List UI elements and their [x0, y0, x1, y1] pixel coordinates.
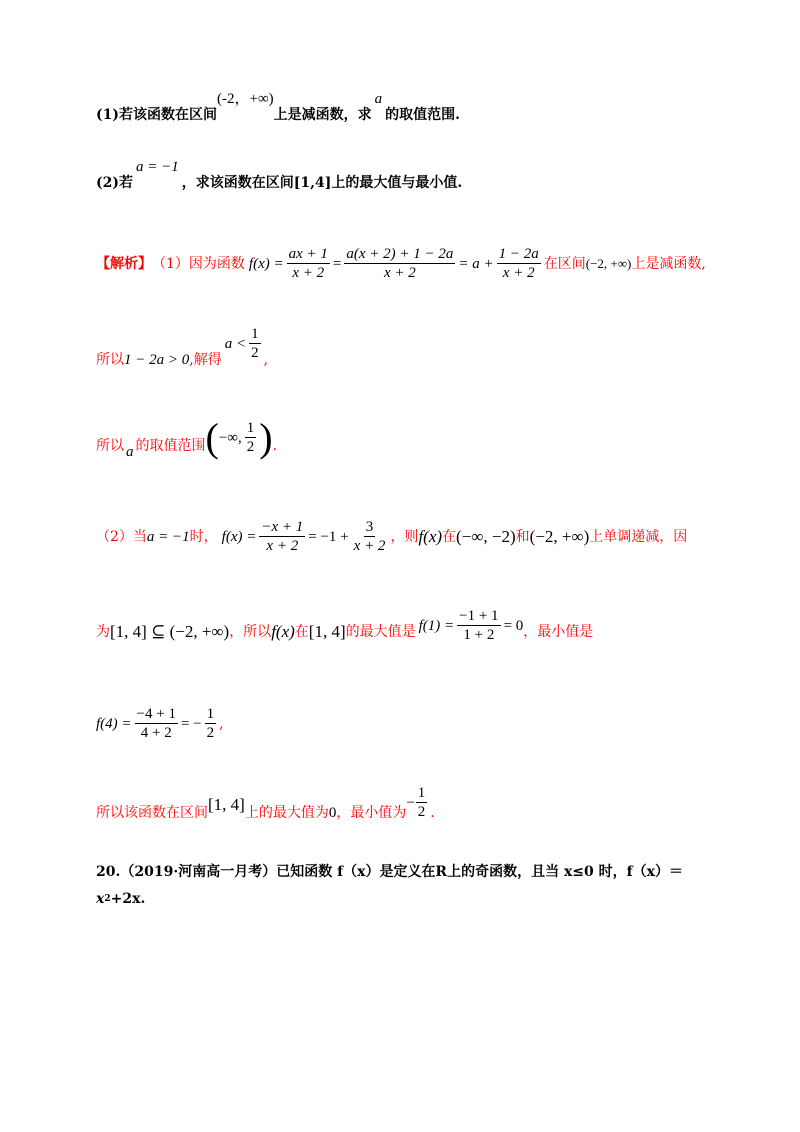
question-2 — [96, 159, 463, 193]
p2-frac2-num: 3 — [365, 519, 374, 535]
p2-frac1-den: x + 2 — [266, 538, 299, 554]
p2-intro: （2）当 — [96, 528, 147, 545]
l3-frac-num: 1 — [246, 420, 255, 436]
p2-f: f(x) = — [221, 528, 257, 545]
solution-line-6 — [96, 705, 224, 742]
q1-suffix: 的取值范围. — [385, 107, 461, 123]
q20-line1: 20.（2019·河南高一月考）已知函数 f（x）是定义在R上的奇函数，且当 x≤0 时，f（x）＝ — [96, 864, 684, 880]
p2-int1: (−∞, −2) — [456, 526, 516, 546]
p2-int2: (−2, +∞) — [529, 526, 590, 546]
l7-mid: 上的最大值为 — [244, 804, 329, 821]
l7-min: ，最小值为 — [336, 804, 407, 821]
solution-tag: 【解析】 — [96, 255, 152, 272]
question-1 — [96, 91, 461, 125]
q2-suffix: ，求该函数在区间[1,4]上的最大值与最小值. — [181, 175, 463, 191]
l2-prefix: 所以 — [96, 351, 124, 368]
solution-eq-a-plus: = a + — [458, 255, 494, 272]
l6-half-num: 1 — [206, 706, 215, 722]
l2-a-lt: a < — [224, 335, 247, 352]
l5-frac-den: 1 + 2 — [463, 627, 495, 643]
l6-frac-num: −4 + 1 — [136, 706, 176, 722]
l3-mid: 的取值范围 — [135, 437, 206, 454]
p2-fx: f(x) — [418, 526, 443, 546]
frac3-num: 1 − 2a — [498, 246, 539, 262]
l2-end: , — [263, 351, 269, 368]
l5-max: 的最大值是 — [345, 623, 416, 640]
l5-frac-num: −1 + 1 — [459, 608, 499, 624]
l6-half-den: 2 — [206, 725, 215, 741]
solution-p1-f: f(x) = — [248, 255, 284, 272]
p2-then: ，则 — [390, 528, 419, 545]
l2-half-den: 2 — [251, 345, 259, 361]
l5-min: ，最小值是 — [523, 623, 594, 640]
p2-frac-2 — [352, 518, 388, 555]
l3-half — [245, 419, 257, 456]
l7-frac-num: 1 — [417, 785, 426, 801]
l7-half — [416, 784, 428, 821]
solution-p1-in: 在区间 — [543, 255, 586, 272]
q2-cond: a = −1 — [136, 159, 179, 175]
p2-frac-1 — [259, 518, 305, 555]
solution-line-5 — [96, 608, 594, 650]
frac1-den: x + 2 — [292, 265, 325, 281]
l2-half-num: 1 — [251, 326, 259, 342]
l5-int: [1, 4] — [308, 621, 346, 641]
l3-interval-left: −∞, — [218, 429, 242, 446]
l3-frac-den: 2 — [246, 439, 255, 455]
q1-middle: 上是减函数，求 — [273, 107, 372, 123]
solution-p1-intro: （1）因为函数 — [152, 255, 245, 272]
solution-line-4 — [96, 518, 687, 555]
solution-p1-interval: (−2, +∞) — [585, 255, 632, 271]
solution-frac-3 — [497, 245, 541, 282]
l5-in: 在 — [294, 623, 309, 640]
frac3-den: x + 2 — [502, 265, 535, 281]
solution-frac-2 — [344, 245, 455, 282]
p2-end: 上单调递减，因 — [589, 528, 688, 545]
l7-end: . — [430, 804, 435, 821]
l6-f4: f(4) = — [96, 715, 132, 732]
l6-frac-den: 4 + 2 — [140, 725, 172, 741]
solution-p1-end: 上是减函数, — [631, 255, 706, 272]
solution-line-1: 【解析】 （1）因为函数 f(x) = $\frac{ax + 1}{x + 2}$ = $\frac{a(x + 2) + 1 - 2a}{x + 2}$ = a + $\frac{1 - 2a}{x + 2}$ 在区间 (−2, +∞) 上是减函数, — [96, 246, 706, 281]
q2-prefix: (2)若 — [96, 175, 133, 191]
q20-base: x — [96, 891, 105, 907]
l3-end: . — [272, 437, 278, 454]
l6-half — [205, 705, 217, 742]
frac2-den: x + 2 — [383, 265, 416, 281]
l7-prefix: 所以该函数在区间 — [96, 804, 208, 821]
l5-so: ，所以 — [229, 623, 272, 640]
p2-cond: a = −1 — [146, 528, 190, 545]
l5-prefix: 为 — [96, 623, 110, 640]
p2-and: 和 — [515, 528, 530, 545]
solution-line-3: 所以 a 的取值范围 ( −∞, $\frac{1}{2}$ ) . — [96, 414, 278, 460]
l2-half — [249, 325, 261, 362]
frac1-num: ax + 1 — [288, 246, 328, 262]
p2-frac2-den: x + 2 — [353, 538, 386, 554]
frac2-num: a(x + 2) + 1 − 2a — [346, 246, 454, 262]
l5-eq0: = 0 — [503, 617, 524, 634]
q1-interval: (-2，+∞) — [217, 91, 274, 107]
l3-prefix: 所以 — [96, 437, 124, 454]
l5-fx: f(x) — [271, 621, 295, 641]
l7-frac-den: 2 — [417, 804, 426, 820]
q20-sup: 2 — [104, 894, 111, 904]
p2-frac1-num: −x + 1 — [261, 519, 304, 535]
p2-in: 在 — [442, 528, 457, 545]
p2-eq: = −1 + — [308, 528, 349, 545]
l2-ineq: 1 − 2a > 0 — [124, 351, 190, 368]
solution-line-7 — [96, 785, 435, 831]
q20-rest: +2x. — [110, 891, 146, 907]
l5-f1: f(1) = — [418, 617, 455, 634]
l6-frac — [135, 705, 178, 742]
l7-neg: − — [406, 794, 415, 811]
l2-mid: ,解得 — [189, 351, 222, 368]
p2-when: 时， — [189, 528, 218, 545]
question-20-line-1 — [96, 862, 683, 882]
q1-var: a — [374, 91, 383, 107]
l7-int: [1, 4] — [208, 794, 245, 814]
question-20-line-2 — [96, 889, 145, 909]
l6-eq: = − — [180, 715, 202, 732]
l5-frac — [457, 607, 500, 644]
l7-zero: 0 — [328, 804, 337, 821]
q1-prefix: (1)若该函数在区间 — [96, 107, 217, 123]
l6-end: , — [219, 715, 224, 732]
solution-line-2 — [96, 326, 269, 378]
l5-sub: [1, 4] ⊆ (−2, +∞) — [110, 621, 230, 641]
solution-frac-1 — [287, 245, 330, 282]
l3-var: a — [126, 443, 134, 460]
